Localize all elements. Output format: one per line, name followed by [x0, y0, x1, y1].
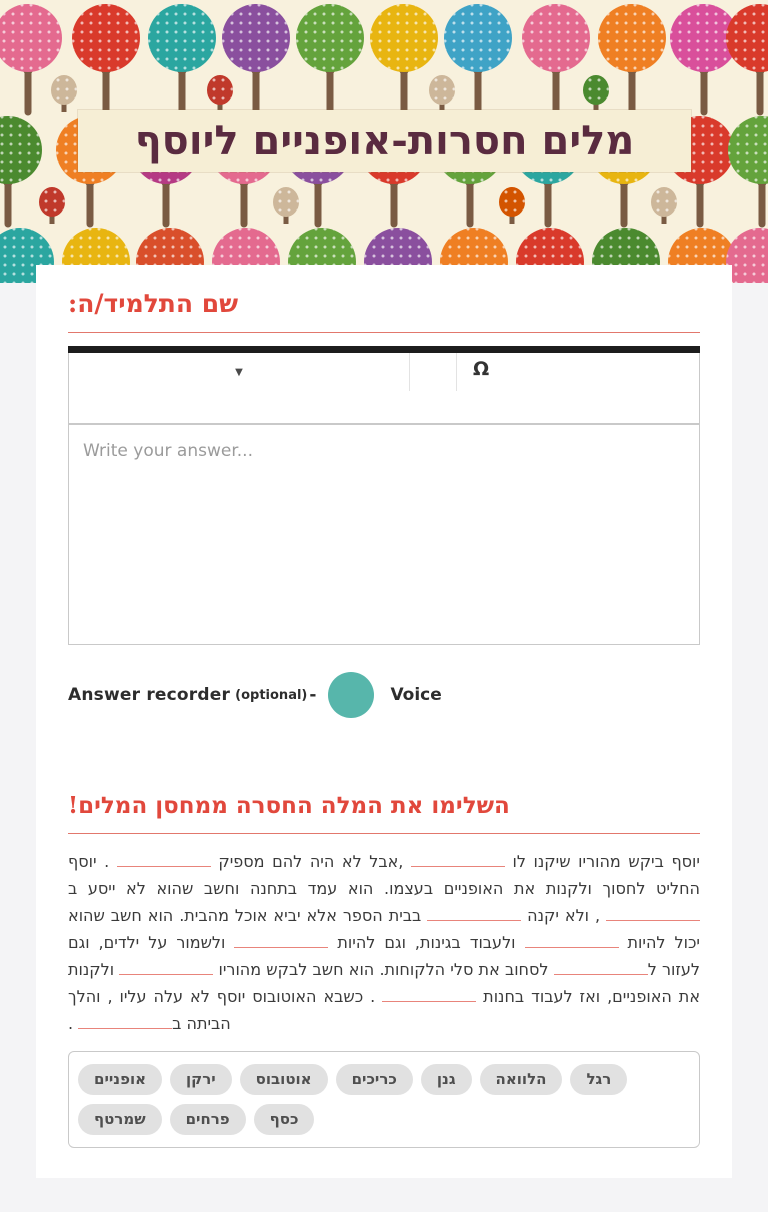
- word-chip[interactable]: אוטובוס: [240, 1064, 328, 1095]
- fill-blank-20[interactable]: [78, 1015, 172, 1029]
- fill-blank-4[interactable]: [117, 853, 211, 867]
- word-chip[interactable]: גנן: [421, 1064, 472, 1095]
- dash-separator: -: [309, 685, 317, 705]
- word-chip[interactable]: כסף: [254, 1104, 315, 1135]
- divider: [68, 833, 700, 834]
- word-chip[interactable]: הלוואה: [480, 1064, 563, 1095]
- special-character-button[interactable]: Ω: [473, 358, 490, 380]
- fill-in-blanks-paragraph: יוסף ביקש מהוריו שיקנו לו ,אבל לא היה להם מספיק . יוסף החליט לחסוך ולקנות את האופניים בעצמו. הוא עמד בתחנה וחשב שהוא לא ייסע ב , ולא יקנה בבית הספר אלא יביא אוכל מהבית. הוא חשב שהוא יכול להיות ולעבוד בגינות, וגם להיות ולשמור על ילדים, וגם לעזור ל לסחוב את סלי הלקוחות. הוא חשב לבקש מהוריו ולקנות את האופניים, ואז לעבוד בחנות . כשבא האוטובוס יוסף לא עלה עליו , והלך הביתה ב .: [68, 852, 701, 1033]
- worksheet-card: [36, 265, 732, 1178]
- fill-blank-2[interactable]: [411, 853, 505, 867]
- exercise-heading: השלימו את המלה החסרה ממחסן המלים!: [68, 792, 510, 819]
- answer-recorder-label: Answer recorder: [68, 685, 231, 705]
- voice-label: Voice: [390, 685, 442, 705]
- fill-blank-14[interactable]: [554, 961, 648, 975]
- fill-blank-18[interactable]: [382, 988, 476, 1002]
- word-chip[interactable]: פרחים: [170, 1104, 246, 1135]
- title-banner: [78, 110, 691, 172]
- fill-blank-16[interactable]: [119, 961, 213, 975]
- optional-label: (optional): [235, 687, 308, 703]
- word-chip[interactable]: כריכים: [336, 1064, 413, 1095]
- answer-textarea[interactable]: [68, 424, 700, 645]
- word-bank: [68, 1051, 700, 1148]
- paragraph-format-dropdown[interactable]: [69, 353, 409, 391]
- answer-recorder-row: [68, 672, 700, 718]
- word-chip[interactable]: אופניים: [78, 1064, 162, 1095]
- word-chip[interactable]: ירקן: [170, 1064, 232, 1095]
- worksheet-header: [0, 0, 768, 283]
- fill-blank-8[interactable]: [427, 907, 521, 921]
- editor-toolbar: [68, 353, 700, 424]
- worksheet-title: מלים חסרות-אופניים ליוסף: [134, 117, 635, 164]
- record-voice-button[interactable]: [328, 672, 374, 718]
- page-footer-space: [0, 1178, 768, 1212]
- fill-blank-10[interactable]: [525, 934, 619, 948]
- fill-blank-12[interactable]: [234, 934, 328, 948]
- word-chip[interactable]: שמרטף: [78, 1104, 162, 1135]
- fill-blank-6[interactable]: [606, 907, 700, 921]
- chevron-down-icon: ▼: [235, 366, 243, 378]
- editor-top-bar: [68, 346, 700, 353]
- student-name-label: שם התלמיד/ה:: [68, 289, 239, 318]
- answer-editor: [68, 346, 700, 649]
- toolbar-empty-cell: [410, 353, 456, 391]
- divider: [68, 332, 700, 333]
- word-chip[interactable]: רגל: [570, 1064, 627, 1095]
